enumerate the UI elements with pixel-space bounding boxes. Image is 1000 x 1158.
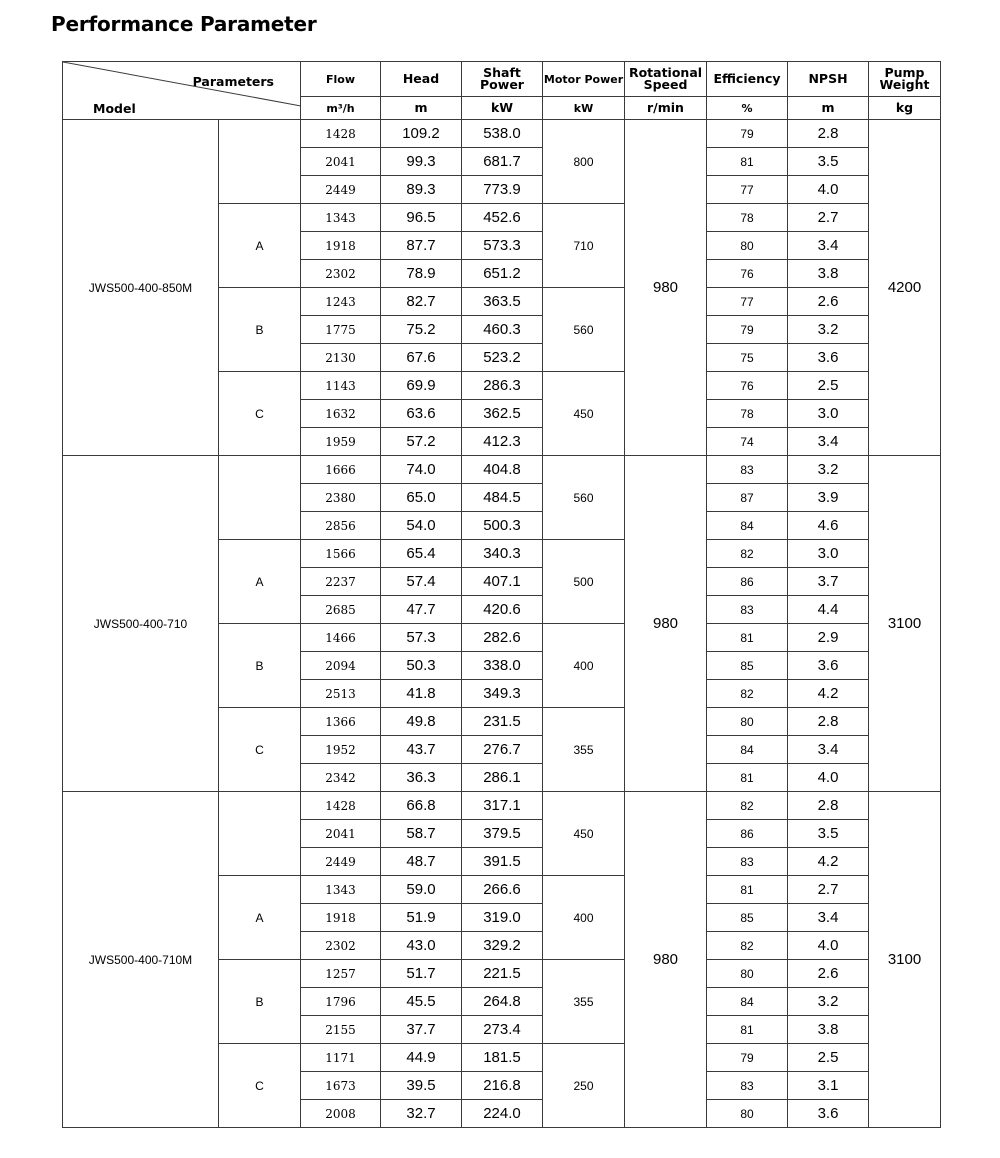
motor-power-cell: 560: [543, 288, 625, 372]
shaft-power-cell: 460.3: [462, 316, 543, 344]
shaft-power-cell: 523.2: [462, 344, 543, 372]
flow-cell: 1243: [301, 288, 381, 316]
shaft-power-cell: 363.5: [462, 288, 543, 316]
variant-label: C: [219, 708, 301, 792]
flow-cell: 1775: [301, 316, 381, 344]
motor-power-cell: 800: [543, 120, 625, 204]
flow-cell: 2449: [301, 176, 381, 204]
npsh-cell: 4.2: [788, 848, 869, 876]
shaft-power-cell: 181.5: [462, 1044, 543, 1072]
npsh-cell: 3.5: [788, 820, 869, 848]
npsh-cell: 2.7: [788, 876, 869, 904]
shaft-power-cell: 273.4: [462, 1016, 543, 1044]
unit-motor-power: kW: [543, 97, 625, 120]
flow-cell: 1428: [301, 792, 381, 820]
rotational-speed-cell: 980: [625, 120, 707, 456]
flow-cell: 1428: [301, 120, 381, 148]
flow-cell: 1343: [301, 876, 381, 904]
motor-power-cell: 710: [543, 204, 625, 288]
flow-cell: 1952: [301, 736, 381, 764]
npsh-cell: 3.8: [788, 1016, 869, 1044]
variant-label: [219, 792, 301, 876]
head-cell: 50.3: [381, 652, 462, 680]
head-cell: 37.7: [381, 1016, 462, 1044]
shaft-power-cell: 329.2: [462, 932, 543, 960]
npsh-cell: 4.0: [788, 764, 869, 792]
flow-cell: 1918: [301, 904, 381, 932]
efficiency-cell: 77: [707, 288, 788, 316]
header-pump-weight: Pump Weight: [869, 62, 941, 97]
shaft-power-cell: 484.5: [462, 484, 543, 512]
shaft-power-cell: 216.8: [462, 1072, 543, 1100]
table-row: [63, 120, 941, 148]
head-cell: 47.7: [381, 596, 462, 624]
head-cell: 36.3: [381, 764, 462, 792]
header-shaft-power: Shaft Power: [462, 62, 543, 97]
header-parameters: Parameters: [192, 74, 274, 89]
shaft-power-cell: 340.3: [462, 540, 543, 568]
head-cell: 59.0: [381, 876, 462, 904]
variant-label: [219, 456, 301, 540]
npsh-cell: 4.2: [788, 680, 869, 708]
npsh-cell: 2.6: [788, 288, 869, 316]
efficiency-cell: 79: [707, 120, 788, 148]
npsh-cell: 2.8: [788, 120, 869, 148]
motor-power-cell: 355: [543, 708, 625, 792]
flow-cell: 2302: [301, 932, 381, 960]
head-cell: 65.0: [381, 484, 462, 512]
efficiency-cell: 82: [707, 932, 788, 960]
motor-power-cell: 400: [543, 624, 625, 708]
variant-label: A: [219, 204, 301, 288]
npsh-cell: 3.4: [788, 736, 869, 764]
efficiency-cell: 85: [707, 652, 788, 680]
variant-label: B: [219, 288, 301, 372]
efficiency-cell: 78: [707, 204, 788, 232]
shaft-power-cell: 412.3: [462, 428, 543, 456]
efficiency-cell: 75: [707, 344, 788, 372]
model-name: JWS500-400-710: [63, 456, 219, 792]
flow-cell: 2449: [301, 848, 381, 876]
npsh-cell: 3.8: [788, 260, 869, 288]
npsh-cell: 2.7: [788, 204, 869, 232]
unit-rotational-speed: r/min: [625, 97, 707, 120]
efficiency-cell: 81: [707, 1016, 788, 1044]
head-cell: 45.5: [381, 988, 462, 1016]
flow-cell: 2155: [301, 1016, 381, 1044]
efficiency-cell: 81: [707, 624, 788, 652]
npsh-cell: 3.0: [788, 400, 869, 428]
npsh-cell: 3.6: [788, 1100, 869, 1128]
npsh-cell: 3.6: [788, 652, 869, 680]
npsh-cell: 3.1: [788, 1072, 869, 1100]
flow-cell: 1632: [301, 400, 381, 428]
motor-power-cell: 450: [543, 792, 625, 876]
flow-cell: 1566: [301, 540, 381, 568]
efficiency-cell: 84: [707, 736, 788, 764]
flow-cell: 2041: [301, 148, 381, 176]
header-model: Model: [93, 101, 136, 116]
model-name: JWS500-400-710M: [63, 792, 219, 1128]
motor-power-cell: 355: [543, 960, 625, 1044]
header-flow: Flow: [301, 62, 381, 97]
page-title: Performance Parameter: [51, 12, 317, 36]
motor-power-cell: 250: [543, 1044, 625, 1128]
efficiency-cell: 80: [707, 960, 788, 988]
unit-head: m: [381, 97, 462, 120]
shaft-power-cell: 573.3: [462, 232, 543, 260]
npsh-cell: 4.0: [788, 176, 869, 204]
npsh-cell: 2.8: [788, 792, 869, 820]
efficiency-cell: 76: [707, 372, 788, 400]
pump-weight-cell: 4200: [869, 120, 941, 456]
shaft-power-cell: 651.2: [462, 260, 543, 288]
npsh-cell: 3.7: [788, 568, 869, 596]
flow-cell: 1918: [301, 232, 381, 260]
efficiency-cell: 83: [707, 1072, 788, 1100]
head-cell: 87.7: [381, 232, 462, 260]
head-cell: 82.7: [381, 288, 462, 316]
shaft-power-cell: 500.3: [462, 512, 543, 540]
rotational-speed-cell: 980: [625, 792, 707, 1128]
flow-cell: 1171: [301, 1044, 381, 1072]
head-cell: 75.2: [381, 316, 462, 344]
npsh-cell: 3.5: [788, 148, 869, 176]
shaft-power-cell: 407.1: [462, 568, 543, 596]
efficiency-cell: 78: [707, 400, 788, 428]
head-cell: 89.3: [381, 176, 462, 204]
head-cell: 44.9: [381, 1044, 462, 1072]
shaft-power-cell: 349.3: [462, 680, 543, 708]
efficiency-cell: 77: [707, 176, 788, 204]
unit-npsh: m: [788, 97, 869, 120]
head-cell: 67.6: [381, 344, 462, 372]
flow-cell: 2302: [301, 260, 381, 288]
efficiency-cell: 84: [707, 512, 788, 540]
flow-cell: 2380: [301, 484, 381, 512]
head-cell: 43.7: [381, 736, 462, 764]
shaft-power-cell: 286.3: [462, 372, 543, 400]
pump-weight-cell: 3100: [869, 456, 941, 792]
flow-cell: 2237: [301, 568, 381, 596]
flow-cell: 1257: [301, 960, 381, 988]
shaft-power-cell: 681.7: [462, 148, 543, 176]
pump-weight-cell: 3100: [869, 792, 941, 1128]
efficiency-cell: 82: [707, 792, 788, 820]
head-cell: 74.0: [381, 456, 462, 484]
head-cell: 99.3: [381, 148, 462, 176]
table-body: [63, 120, 941, 1128]
flow-cell: 1666: [301, 456, 381, 484]
npsh-cell: 3.4: [788, 904, 869, 932]
shaft-power-cell: 391.5: [462, 848, 543, 876]
variant-label: C: [219, 372, 301, 456]
shaft-power-cell: 221.5: [462, 960, 543, 988]
flow-cell: 1959: [301, 428, 381, 456]
npsh-cell: 4.0: [788, 932, 869, 960]
npsh-cell: 2.9: [788, 624, 869, 652]
efficiency-cell: 86: [707, 820, 788, 848]
efficiency-cell: 80: [707, 708, 788, 736]
efficiency-cell: 86: [707, 568, 788, 596]
flow-cell: 2342: [301, 764, 381, 792]
head-cell: 48.7: [381, 848, 462, 876]
npsh-cell: 3.2: [788, 316, 869, 344]
flow-cell: 2685: [301, 596, 381, 624]
flow-cell: 2130: [301, 344, 381, 372]
efficiency-cell: 80: [707, 1100, 788, 1128]
flow-cell: 1673: [301, 1072, 381, 1100]
header-npsh: NPSH: [788, 62, 869, 97]
shaft-power-cell: 264.8: [462, 988, 543, 1016]
variant-label: A: [219, 876, 301, 960]
shaft-power-cell: 317.1: [462, 792, 543, 820]
efficiency-cell: 79: [707, 316, 788, 344]
flow-cell: 1366: [301, 708, 381, 736]
head-cell: 78.9: [381, 260, 462, 288]
header-rotational-speed: Rotational Speed: [625, 62, 707, 97]
table-row: [63, 456, 941, 484]
shaft-power-cell: 282.6: [462, 624, 543, 652]
shaft-power-cell: 404.8: [462, 456, 543, 484]
efficiency-cell: 84: [707, 988, 788, 1016]
motor-power-cell: 400: [543, 876, 625, 960]
shaft-power-cell: 266.6: [462, 876, 543, 904]
head-cell: 41.8: [381, 680, 462, 708]
npsh-cell: 3.4: [788, 232, 869, 260]
head-cell: 51.9: [381, 904, 462, 932]
head-cell: 66.8: [381, 792, 462, 820]
head-cell: 109.2: [381, 120, 462, 148]
efficiency-cell: 81: [707, 764, 788, 792]
efficiency-cell: 83: [707, 596, 788, 624]
head-cell: 39.5: [381, 1072, 462, 1100]
npsh-cell: 3.9: [788, 484, 869, 512]
shaft-power-cell: 362.5: [462, 400, 543, 428]
efficiency-cell: 83: [707, 456, 788, 484]
motor-power-cell: 560: [543, 456, 625, 540]
flow-cell: 1796: [301, 988, 381, 1016]
head-cell: 96.5: [381, 204, 462, 232]
shaft-power-cell: 286.1: [462, 764, 543, 792]
head-cell: 57.2: [381, 428, 462, 456]
npsh-cell: 2.5: [788, 372, 869, 400]
motor-power-cell: 500: [543, 540, 625, 624]
shaft-power-cell: 338.0: [462, 652, 543, 680]
flow-cell: 2041: [301, 820, 381, 848]
flow-cell: 1466: [301, 624, 381, 652]
shaft-power-cell: 231.5: [462, 708, 543, 736]
unit-efficiency: %: [707, 97, 788, 120]
unit-pump-weight: kg: [869, 97, 941, 120]
head-cell: 43.0: [381, 932, 462, 960]
variant-label: B: [219, 960, 301, 1044]
npsh-cell: 4.4: [788, 596, 869, 624]
shaft-power-cell: 452.6: [462, 204, 543, 232]
head-cell: 54.0: [381, 512, 462, 540]
efficiency-cell: 83: [707, 848, 788, 876]
head-cell: 69.9: [381, 372, 462, 400]
flow-cell: 2008: [301, 1100, 381, 1128]
head-cell: 57.4: [381, 568, 462, 596]
head-cell: 57.3: [381, 624, 462, 652]
header-motor-power: Motor Power: [543, 62, 625, 97]
head-cell: 65.4: [381, 540, 462, 568]
efficiency-cell: 85: [707, 904, 788, 932]
head-cell: 32.7: [381, 1100, 462, 1128]
shaft-power-cell: 319.0: [462, 904, 543, 932]
variant-label: C: [219, 1044, 301, 1128]
unit-shaft-power: kW: [462, 97, 543, 120]
npsh-cell: 3.4: [788, 428, 869, 456]
header-efficiency: Efficiency: [707, 62, 788, 97]
efficiency-cell: 87: [707, 484, 788, 512]
npsh-cell: 2.5: [788, 1044, 869, 1072]
flow-cell: 1143: [301, 372, 381, 400]
variant-label: B: [219, 624, 301, 708]
head-cell: 49.8: [381, 708, 462, 736]
head-cell: 51.7: [381, 960, 462, 988]
npsh-cell: 2.6: [788, 960, 869, 988]
npsh-cell: 3.6: [788, 344, 869, 372]
npsh-cell: 3.2: [788, 456, 869, 484]
table-row: [63, 792, 941, 820]
flow-cell: 1343: [301, 204, 381, 232]
flow-cell: 2856: [301, 512, 381, 540]
head-cell: 63.6: [381, 400, 462, 428]
model-name: JWS500-400-850M: [63, 120, 219, 456]
variant-label: A: [219, 540, 301, 624]
shaft-power-cell: 379.5: [462, 820, 543, 848]
flow-cell: 2094: [301, 652, 381, 680]
shaft-power-cell: 224.0: [462, 1100, 543, 1128]
motor-power-cell: 450: [543, 372, 625, 456]
flow-cell: 2513: [301, 680, 381, 708]
rotational-speed-cell: 980: [625, 456, 707, 792]
efficiency-cell: 81: [707, 148, 788, 176]
npsh-cell: 3.2: [788, 988, 869, 1016]
shaft-power-cell: 538.0: [462, 120, 543, 148]
efficiency-cell: 79: [707, 1044, 788, 1072]
npsh-cell: 3.0: [788, 540, 869, 568]
efficiency-cell: 76: [707, 260, 788, 288]
performance-table: [62, 61, 941, 1128]
header-head: Head: [381, 62, 462, 97]
unit-flow: m³/h: [301, 97, 381, 120]
shaft-power-cell: 420.6: [462, 596, 543, 624]
efficiency-cell: 82: [707, 540, 788, 568]
efficiency-cell: 74: [707, 428, 788, 456]
efficiency-cell: 81: [707, 876, 788, 904]
npsh-cell: 2.8: [788, 708, 869, 736]
header-corner: [63, 62, 301, 120]
shaft-power-cell: 276.7: [462, 736, 543, 764]
head-cell: 58.7: [381, 820, 462, 848]
npsh-cell: 4.6: [788, 512, 869, 540]
efficiency-cell: 82: [707, 680, 788, 708]
efficiency-cell: 80: [707, 232, 788, 260]
variant-label: [219, 120, 301, 204]
shaft-power-cell: 773.9: [462, 176, 543, 204]
